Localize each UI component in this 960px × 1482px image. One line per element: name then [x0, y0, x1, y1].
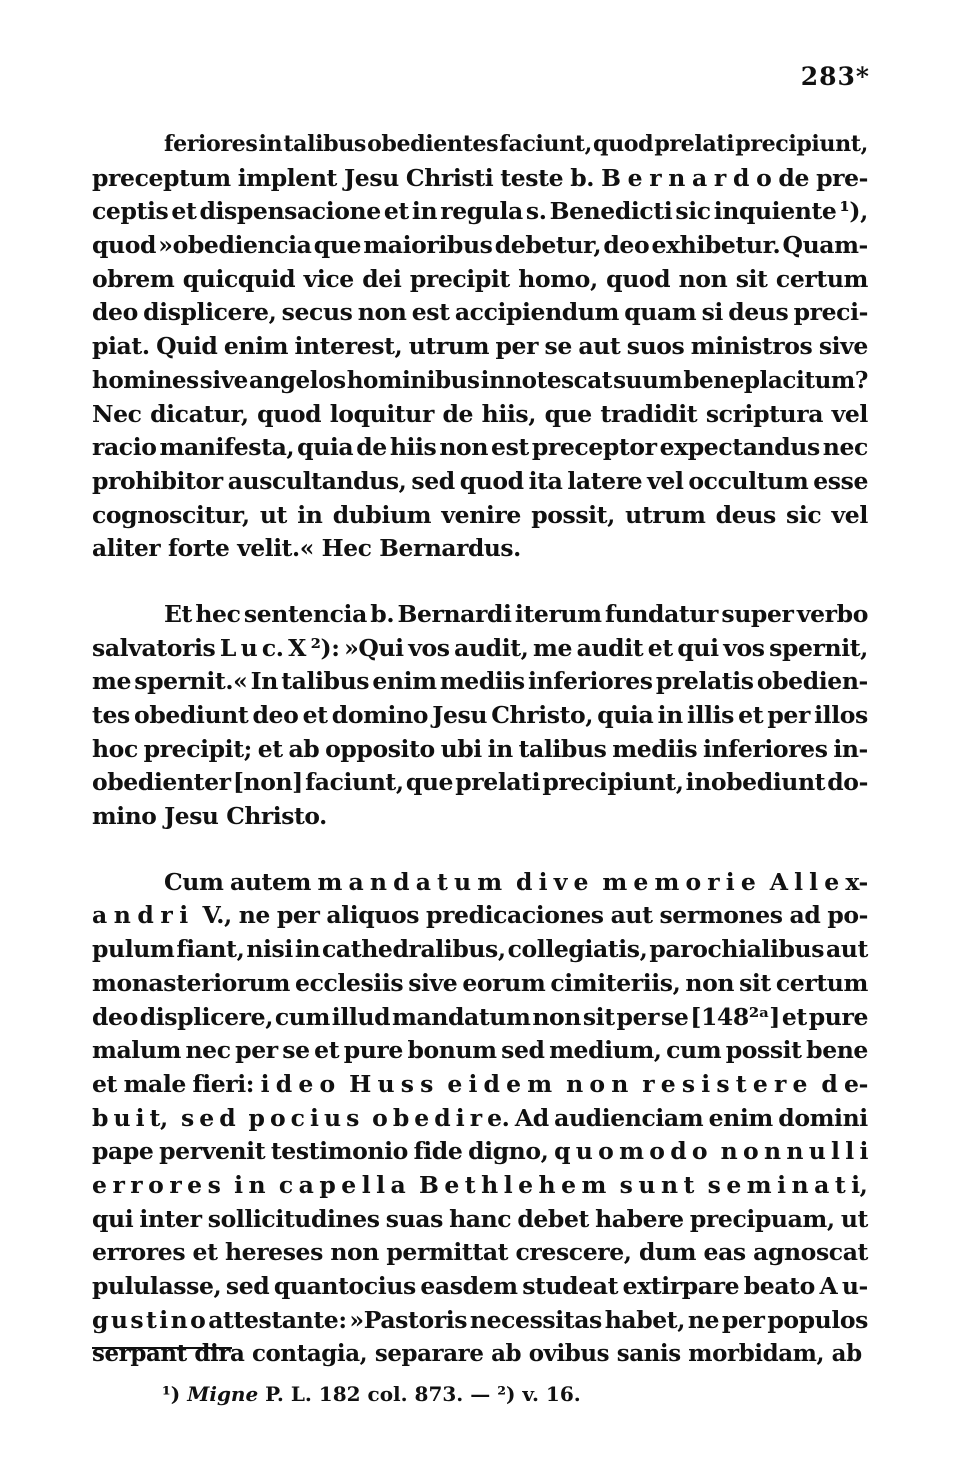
text-line: racio manifesta, quia de hiis non est preceptor expectandus nec: [92, 433, 868, 462]
paragraph: [92, 128, 868, 566]
paragraph: [92, 598, 868, 834]
text-line: obedienter [non] faciunt, que prelati precipiunt, inobediunt do-: [92, 768, 868, 797]
text-line: piat. Quid enim interest, utrum per se aut suos ministros sive: [92, 332, 868, 361]
footnote-source-ref: P. L. 182 col. 873. —: [258, 1382, 498, 1406]
page-number: 283*: [800, 62, 870, 91]
paragraph: [92, 866, 868, 1371]
paragraph-gap: [92, 566, 868, 598]
text-line: tes obediunt deo et domino Jesu Christo, quia in illis et per illos: [92, 701, 868, 729]
footnote-source-italic: Migne: [187, 1382, 259, 1406]
main-text: [92, 128, 868, 1371]
text-line: Nec dicatur, quod loquitur de hiis, que tradidit scriptura vel: [92, 399, 868, 428]
text-line: me spernit.« In talibus enim mediis inferiores prelatis obedien-: [92, 667, 868, 696]
text-line: a n d r i V., ne per aliquos predicaciones aut sermones ad po-: [92, 901, 868, 930]
text-line: monasteriorum ecclesiis sive eorum cimiteriis, non sit certum: [92, 968, 868, 997]
text-line: serpant dira contagia, separare ab ovibus sanis morbidam, ab: [92, 1340, 862, 1368]
text-line: qui inter sollicitudines suas hanc debet habere precipuam, ut: [92, 1204, 868, 1233]
text-line: deo displicere, secus non est accipiendum quam si deus preci-: [92, 298, 868, 327]
footnotes: [162, 1382, 581, 1406]
text-line: g u s t i n o attestante: »Pastoris necessitas habet, ne per populos: [92, 1305, 868, 1334]
text-line: feriores in talibus obedientes faciunt, quod prelati precipiunt,: [164, 131, 868, 157]
text-line: e r r o r e s i n c a p e l l a B e t h l e h e m s u n t s e m i n a t i,: [92, 1170, 868, 1199]
text-line: salvatoris L u c. X ²): »Qui vos audit, me audit et qui vos spernit,: [92, 633, 868, 662]
text-line: homines sive angelos hominibus innotescat suum beneplacitum?: [92, 366, 868, 394]
text-line: cognoscitur, ut in dubium venire possit, utrum deus sic vel: [92, 500, 868, 529]
text-line: Et hec sentencia b. Bernardi iterum fundatur super verbo: [164, 599, 868, 628]
text-line: malum nec per se et pure bonum sed medium, cum possit bene: [92, 1036, 868, 1065]
text-line: pulum fiant, nisi in cathedralibus, collegiatis, parochialibus aut: [92, 935, 868, 964]
text-line: quod »obediencia que maioribus debetur, deo exhibetur. Quam-: [92, 231, 868, 260]
paragraph-gap: [92, 834, 868, 866]
text-line: mino Jesu Christo.: [92, 803, 327, 831]
text-line: Cum autem m a n d a t u m d i v e m e m o r i e A l l e x-: [164, 867, 868, 896]
text-line: et male fieri: i d e o H u s s e i d e m n o n r e s i s t e r e d e-: [92, 1069, 868, 1098]
footnote-verse-ref: v. 16.: [515, 1382, 581, 1406]
text-line: errores et hereses non permittat crescere, dum eas agnoscat: [92, 1238, 868, 1267]
text-line: pululasse, sed quantocius easdem studeat extirpare beato A u-: [92, 1272, 868, 1300]
text-line: pape pervenit testimonio fide digno, q u o m o d o n o n n u l l i: [92, 1137, 868, 1166]
text-line: hoc precipit; et ab opposito ubi in talibus mediis inferiores in-: [92, 734, 868, 763]
text-line: prohibitor auscultandus, sed quod ita latere vel occultum esse: [92, 466, 868, 495]
footnote-marker-2: ²): [497, 1382, 516, 1406]
text-line: preceptum implent Jesu Christi teste b. B e r n a r d o de pre-: [92, 163, 868, 192]
text-line: aliter forte velit.« Hec Bernardus.: [92, 535, 521, 563]
footnote-marker-1: ¹): [162, 1382, 181, 1406]
text-line: deo displicere, cum illud mandatum non sit per se [148²ᵃ] et pure: [92, 1002, 868, 1031]
text-line: b u i t, s e d p o c i u s o b e d i r e. Ad audienciam enim domini: [92, 1103, 868, 1132]
footnote-rule: [92, 1347, 232, 1349]
text-line: ceptis et dispensacione et in regula s. Benedicti sic inquiente ¹),: [92, 197, 868, 226]
text-line: obrem quicquid vice dei precipit homo, quod non sit certum: [92, 264, 868, 293]
